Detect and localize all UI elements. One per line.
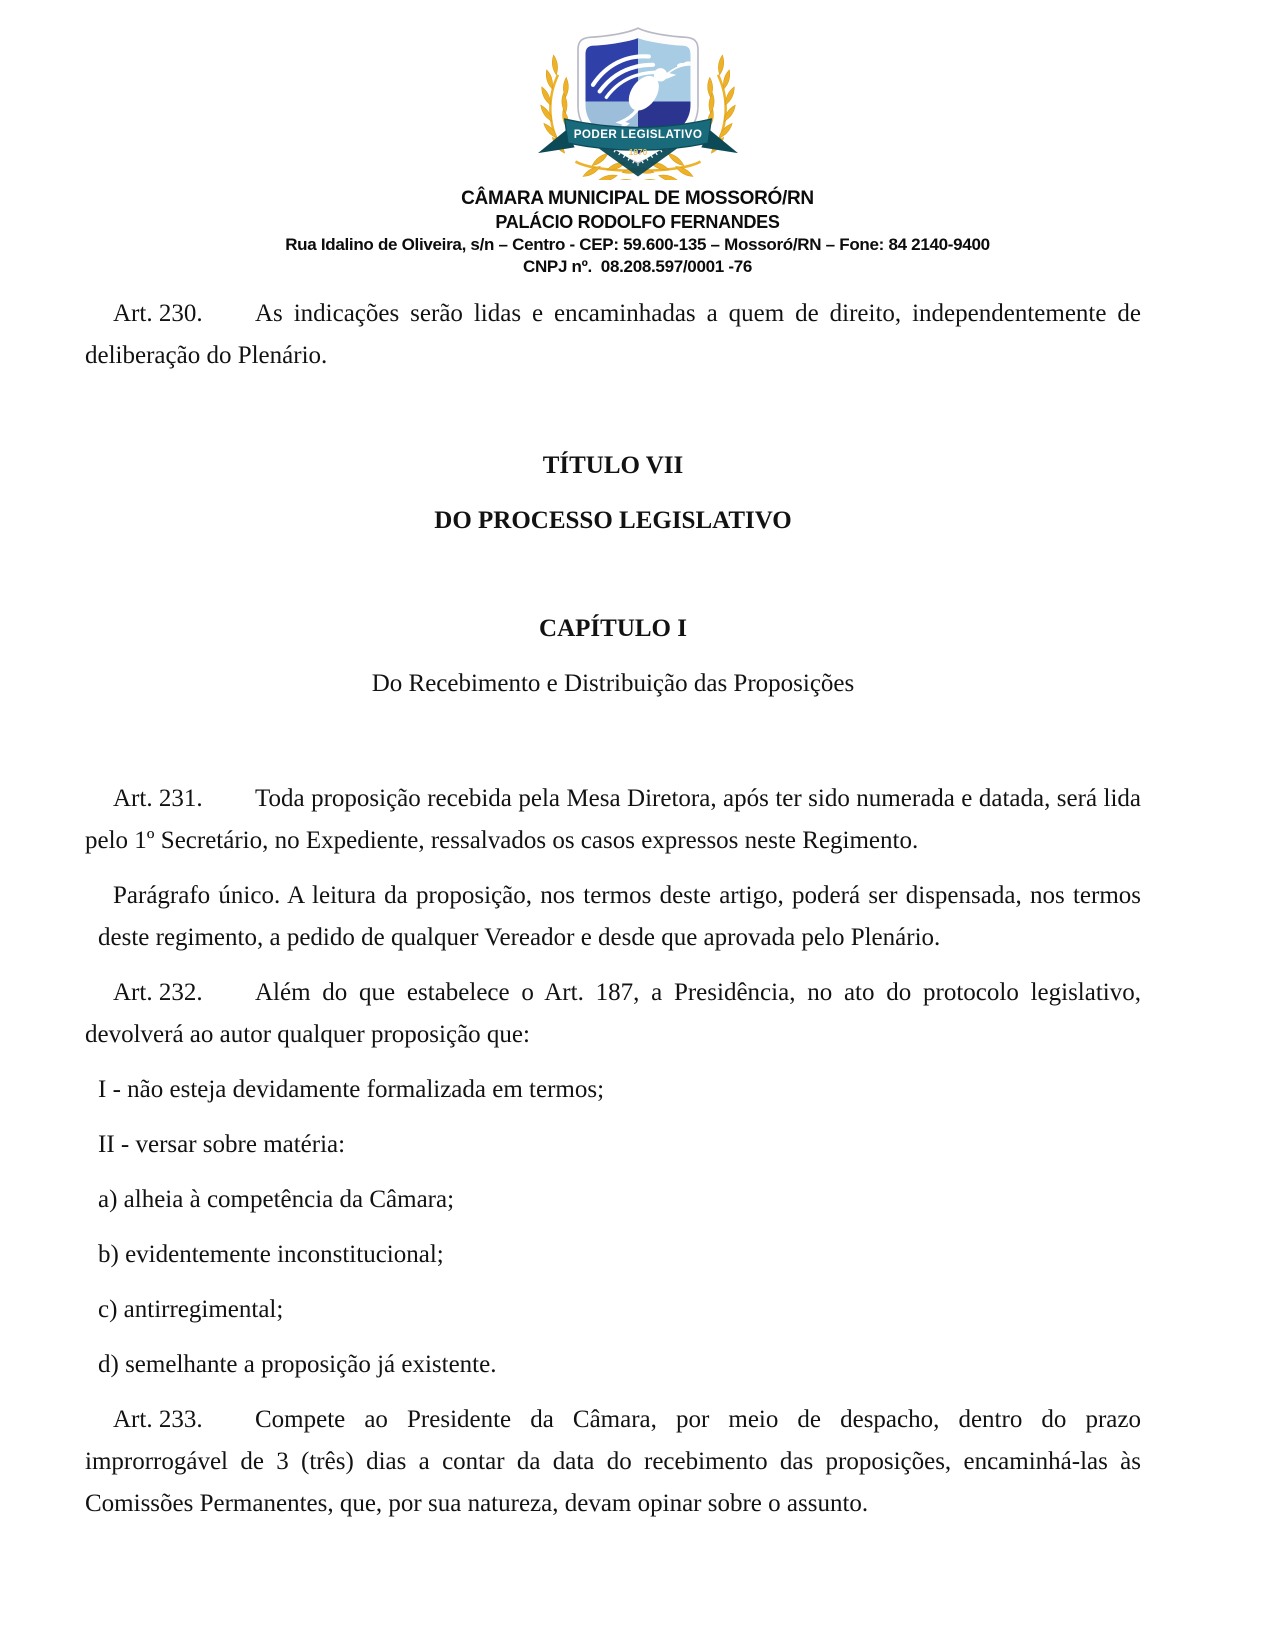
article-231-text: Toda proposição recebida pela Mesa Diretora, após ter sido numerada e datada, será lida pelo 1º Secretário, no Expediente, ressalvados os casos expressos neste Regimento. (85, 785, 1141, 854)
article-232 (85, 972, 1141, 1056)
list-item-II: II - versar sobre matéria: (98, 1131, 346, 1158)
banner-text: PODER LEGISLATIVO (573, 128, 702, 142)
article-230-text: As indicações serão lidas e encaminhadas a quem de direito, independentemente de deliberação do Plenário. (85, 300, 1141, 369)
article-233-label: Art. 233. (113, 1406, 203, 1433)
article-230 (85, 293, 1141, 377)
list-item-a: a) alheia à competência da Câmara; (98, 1186, 455, 1213)
camara-crest-logo (513, 13, 763, 180)
crest-logo-container (0, 0, 1275, 185)
article-233 (85, 1399, 1141, 1525)
header-cnpj: CNPJ nº. 08.208.597/0001 -76 (522, 257, 753, 276)
founding-year: 1870 (628, 146, 647, 157)
header-institution: CÂMARA MUNICIPAL DE MOSSORÓ/RN (461, 188, 814, 209)
chapter-i-subheading: Do Recebimento e Distribuição das Proposições (371, 670, 855, 697)
article-231 (85, 778, 1141, 862)
list-item-b: b) evidentemente inconstitucional; (98, 1241, 444, 1268)
article-230-label: Art. 230. (113, 300, 203, 327)
list-item-d: d) semelhante a proposição já existente. (98, 1351, 497, 1378)
document-body (85, 278, 1141, 1525)
letterhead (0, 187, 1275, 278)
chapter-i-heading: CAPÍTULO I (539, 615, 687, 642)
list-item-I: I - não esteja devidamente formalizada em termos; (98, 1076, 605, 1103)
article-232-text: Além do que estabelece o Art. 187, a Presidência, no ato do protocolo legislativo, devolverá ao autor qualquer proposição que: (85, 979, 1141, 1048)
header-palace: PALÁCIO RODOLFO FERNANDES (495, 212, 780, 232)
paragrafo-unico: Parágrafo único. A leitura da proposição, nos termos deste artigo, poderá ser dispensada, nos termos deste regimento, a pedido de qualquer Vereador e desde que aprovada pelo Plenário. (98, 882, 1141, 951)
list-item-c: c) antirregimental; (98, 1296, 284, 1323)
article-231-label: Art. 231. (113, 785, 203, 812)
title-vii-heading: TÍTULO VII (542, 452, 684, 479)
process-legislativo-heading: DO PROCESSO LEGISLATIVO (434, 507, 792, 534)
article-232-label: Art. 232. (113, 979, 203, 1006)
header-address: Rua Idalino de Oliveira, s/n – Centro - CEP: 59.600-135 – Mossoró/RN – Fone: 84 2140-9400 (285, 235, 990, 254)
article-233-text: Compete ao Presidente da Câmara, por meio de despacho, dentro do prazo improrrogável de 3 (três) dias a contar da data do recebimento das proposições, encaminhá-las às Comissões Permanentes, que, por sua natureza, devam opinar sobre o assunto. (85, 1406, 1141, 1517)
